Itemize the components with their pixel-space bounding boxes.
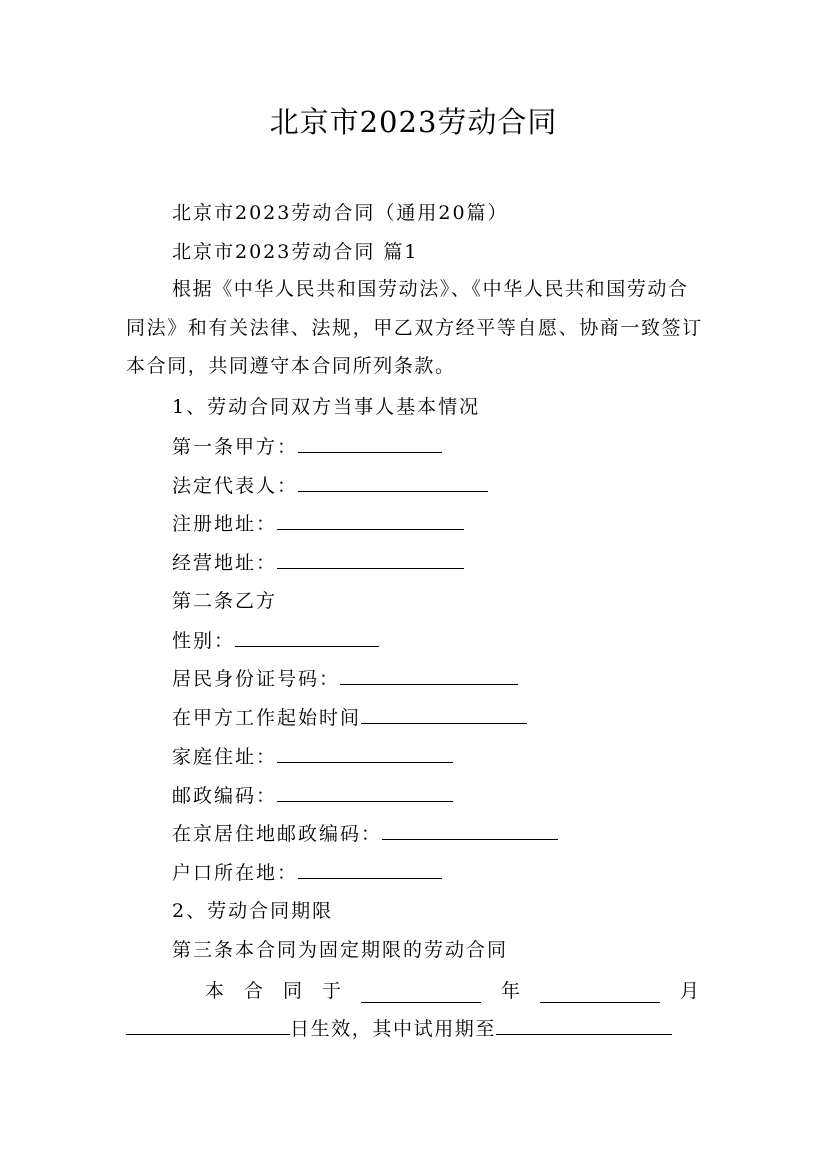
party-a-blank[interactable] <box>298 434 442 453</box>
gender-blank[interactable] <box>235 628 379 647</box>
reg-addr-row <box>172 511 464 536</box>
start-time-blank[interactable] <box>361 705 527 724</box>
party-a-row <box>172 434 442 459</box>
month-label: 月 <box>679 980 699 1002</box>
party-b-heading: 第二条乙方 <box>172 590 278 612</box>
legal-rep-row <box>172 473 488 498</box>
subtitle: 北京市2023劳动合同（通用20篇） <box>172 202 509 224</box>
home-addr-row <box>172 744 453 769</box>
eff-word-1: 本 <box>205 980 225 1002</box>
month-blank[interactable] <box>540 984 660 1003</box>
postcode-row <box>172 783 453 808</box>
effective-tail-row <box>126 1016 672 1041</box>
year-blank[interactable] <box>361 984 481 1003</box>
intro-paragraph <box>126 270 703 386</box>
biz-addr-label: 经营地址： <box>172 552 278 574</box>
postcode-label: 邮政编码： <box>172 785 278 807</box>
article-3: 第三条本合同为固定期限的劳动合同 <box>172 939 509 961</box>
intro-text: 根据《中华人民共和国劳动法》、《中华人民共和国劳动合同法》和有关法律、法规，甲乙双方经平等自愿、协商一致签订本合同，共同遵守本合同所列条款。 <box>126 278 703 378</box>
bj-postcode-blank[interactable] <box>382 821 558 840</box>
hukou-blank[interactable] <box>298 860 442 879</box>
eff-word-3: 同 <box>283 980 303 1002</box>
bj-postcode-row <box>172 821 558 846</box>
legal-rep-label: 法定代表人： <box>172 475 299 497</box>
party-a-label: 第一条甲方： <box>172 436 299 458</box>
start-time-row <box>172 705 527 730</box>
reg-addr-label: 注册地址： <box>172 513 278 535</box>
biz-addr-blank[interactable] <box>277 550 464 569</box>
home-addr-label: 家庭住址： <box>172 746 278 768</box>
biz-addr-row <box>172 550 464 575</box>
id-blank[interactable] <box>340 666 518 685</box>
bj-postcode-label: 在京居住地邮政编码： <box>172 823 383 845</box>
id-label: 居民身份证号码： <box>172 668 341 690</box>
legal-rep-blank[interactable] <box>298 473 488 492</box>
probation-blank[interactable] <box>496 1016 672 1035</box>
reg-addr-blank[interactable] <box>277 511 464 530</box>
postcode-blank[interactable] <box>277 783 453 802</box>
hukou-row <box>172 860 442 885</box>
gender-row <box>172 628 379 653</box>
day-blank[interactable] <box>126 1016 290 1035</box>
hukou-label: 户口所在地： <box>172 862 299 884</box>
eff-word-2: 合 <box>244 980 264 1002</box>
effective-date-row <box>205 976 699 1003</box>
section-2-heading: 2、劳动合同期限 <box>172 900 334 922</box>
section-heading: 北京市2023劳动合同 篇1 <box>172 241 419 263</box>
year-label: 年 <box>500 980 520 1002</box>
id-row <box>172 666 518 691</box>
section-1-heading: 1、劳动合同双方当事人基本情况 <box>172 396 481 418</box>
gender-label: 性别： <box>172 630 236 652</box>
eff-word-4: 于 <box>322 980 342 1002</box>
effective-tail-text: 日生效，其中试用期至 <box>290 1018 497 1040</box>
start-time-label: 在甲方工作起始时间 <box>172 707 362 729</box>
document-title: 北京市2023劳动合同 <box>269 105 558 139</box>
home-addr-blank[interactable] <box>277 744 453 763</box>
